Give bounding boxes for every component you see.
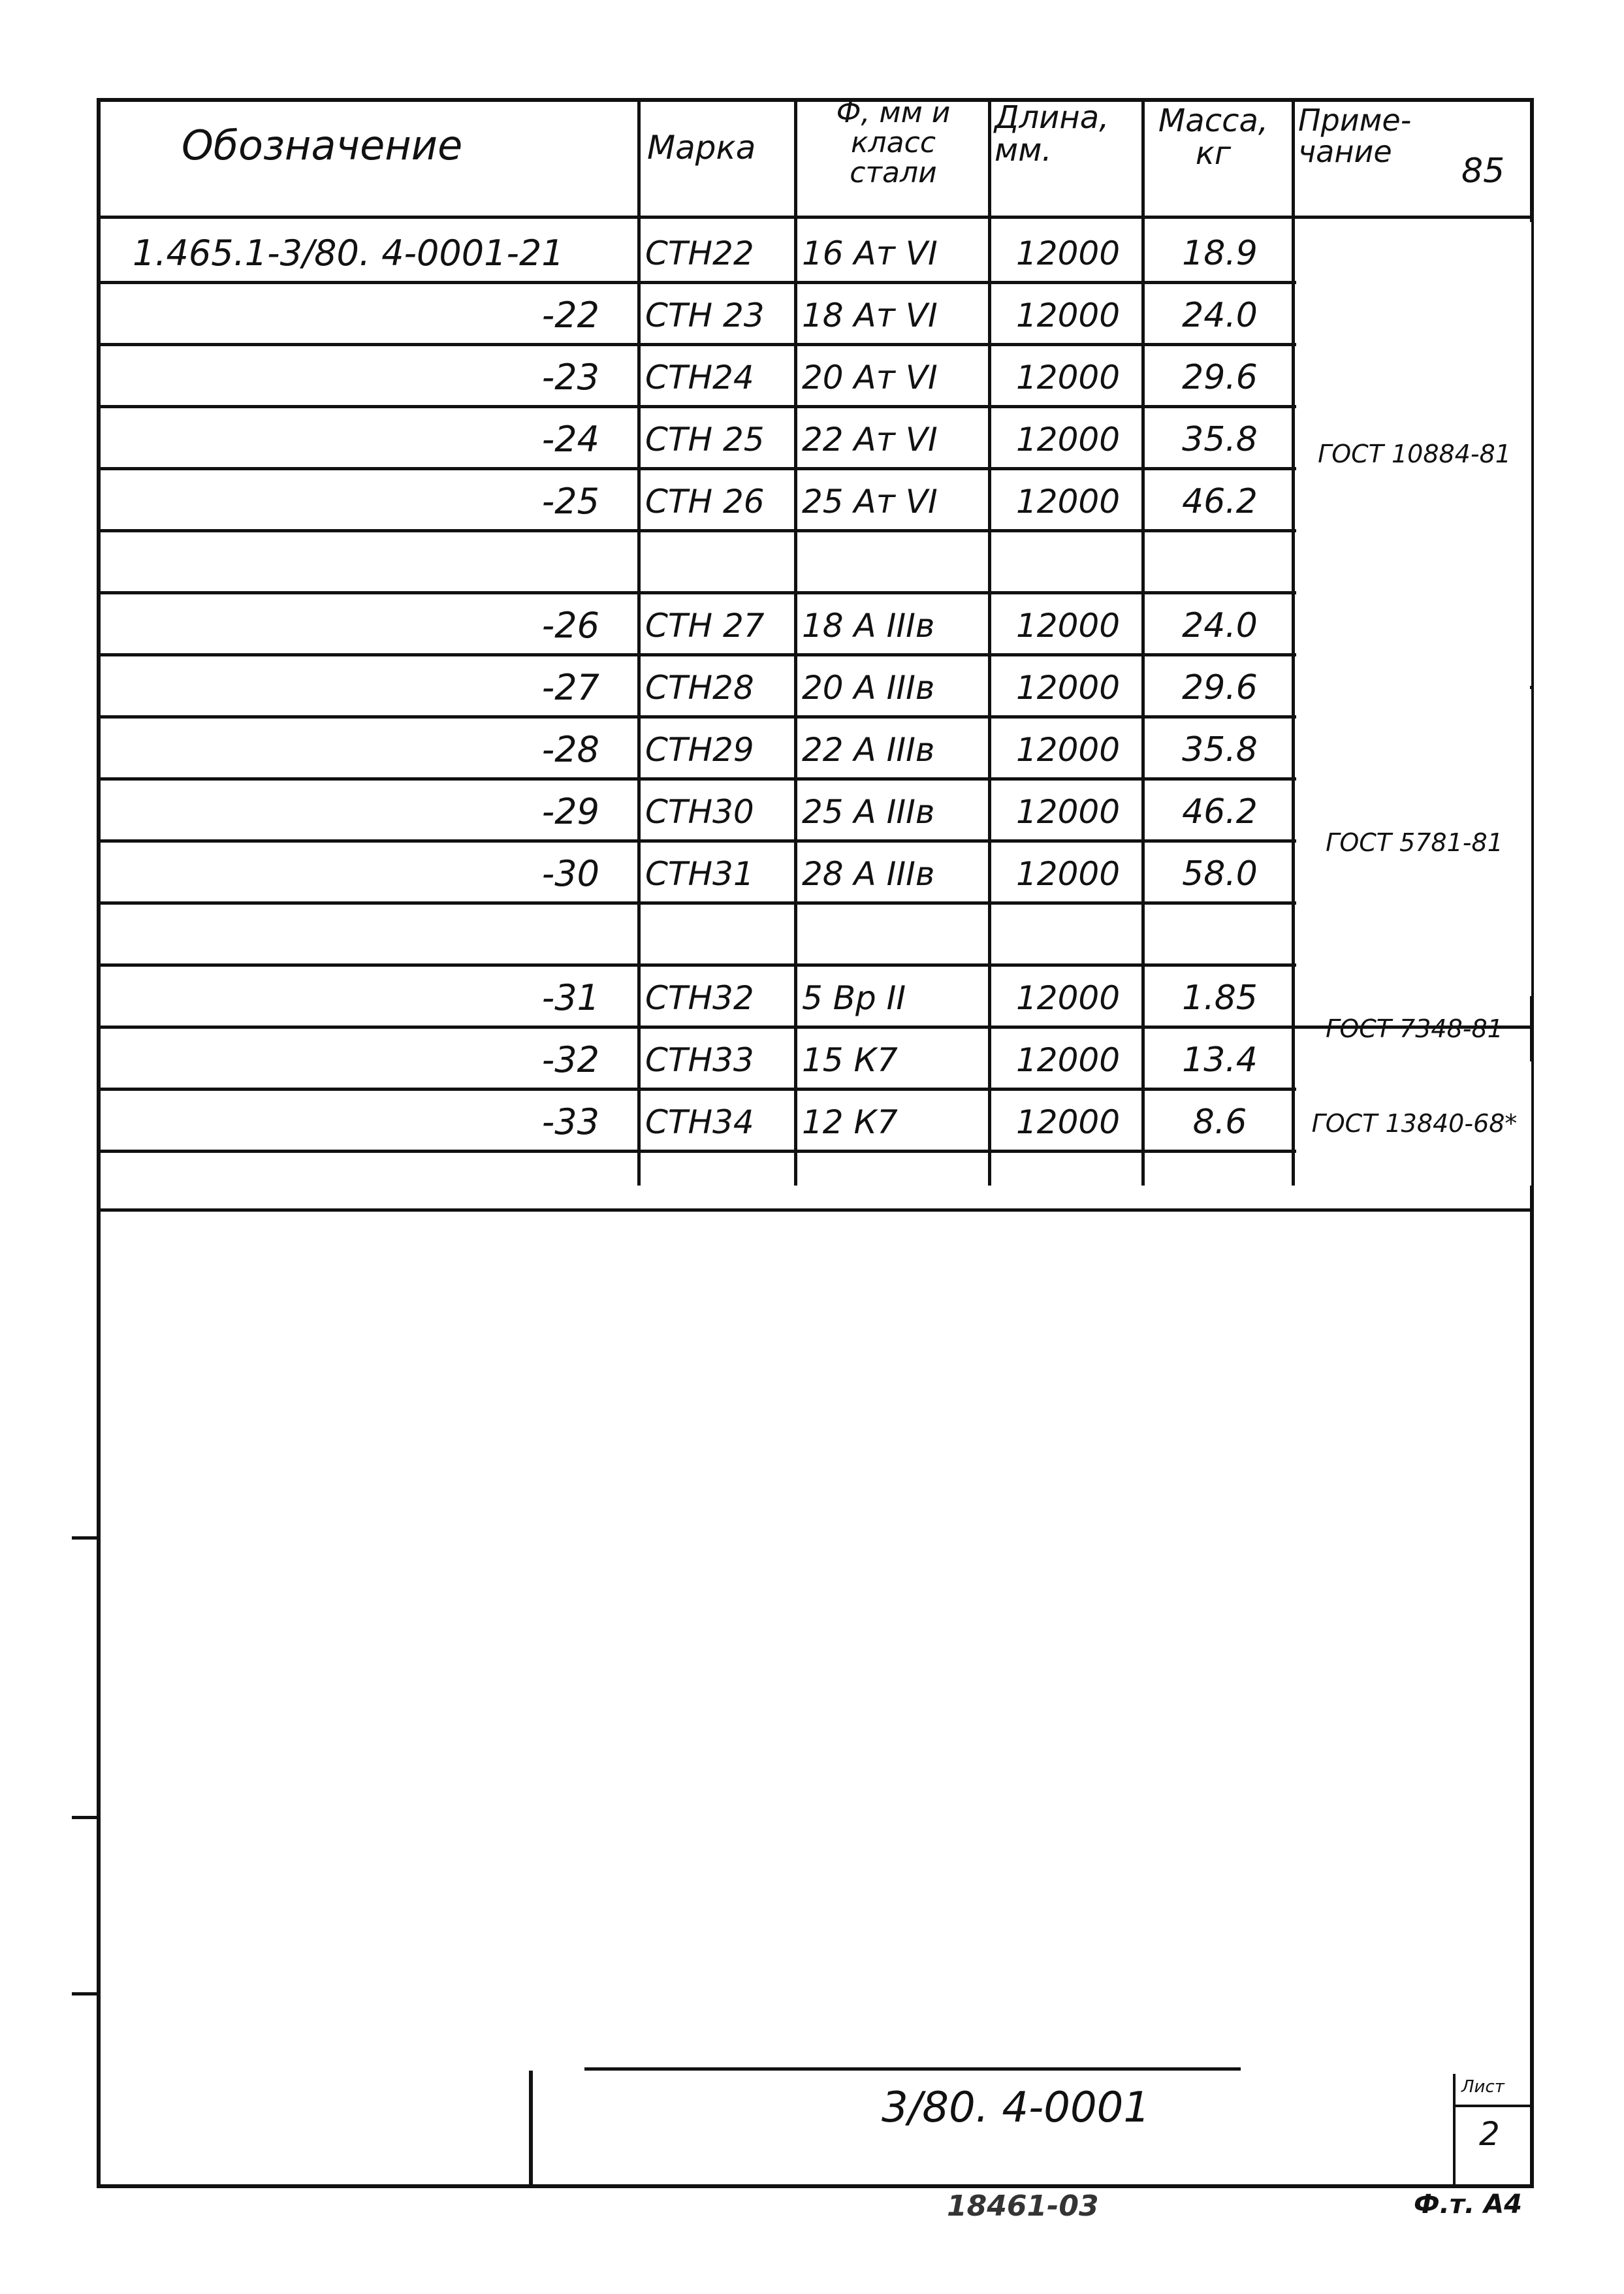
margin-tick <box>72 1816 98 1819</box>
stamp-sheet-line-h <box>1453 2105 1534 2107</box>
cell-mark <box>645 532 792 594</box>
cell-length: 12000 <box>1015 854 1121 893</box>
bottom-code: 18461-03 <box>947 2189 1099 2223</box>
note-group-2: ГОСТ 5781-81 <box>1326 828 1503 857</box>
format-label: Ф.т. А4 <box>1414 2189 1522 2220</box>
cell-mark: СТН33 <box>645 1041 754 1079</box>
cell-steel: 15 К7 <box>802 1041 898 1079</box>
cell-designation: 1.465.1-3/80. 4-0001-21 <box>133 233 564 274</box>
cell-mark: СТН 27 <box>645 606 765 645</box>
header-designation: Обозначение <box>182 121 463 169</box>
cell-length: 12000 <box>1015 296 1121 334</box>
cell-mark: СТН 26 <box>645 482 765 521</box>
cell-designation: -24 <box>541 419 599 460</box>
cell-mark: СТН34 <box>645 1103 754 1141</box>
cell-mass: 35.8 <box>1182 730 1258 769</box>
cell-mass: 29.6 <box>1182 668 1258 707</box>
cell-steel: 18 Ат VI <box>802 296 938 334</box>
cell-designation: -32 <box>541 1039 599 1080</box>
cell-steel: 12 К7 <box>802 1103 898 1141</box>
cell-mass: 8.6 <box>1192 1102 1247 1142</box>
cell-length: 12000 <box>1015 792 1121 831</box>
note-group-4: ГОСТ 13840-68* <box>1311 1109 1518 1138</box>
cell-length: 12000 <box>1015 1103 1121 1141</box>
cell-steel: 25 А IIIв <box>802 792 935 831</box>
cell-designation: -31 <box>541 977 599 1018</box>
cell-mass: 1.85 <box>1182 978 1258 1018</box>
cell-mass: 46.2 <box>1182 792 1258 832</box>
note-group-1: ГОСТ 10884-81 <box>1318 440 1511 468</box>
cell-mark: СТН29 <box>645 730 754 769</box>
cell-mark <box>645 905 792 967</box>
cell-designation: -33 <box>541 1101 599 1142</box>
cell-mark: СТН24 <box>645 358 754 396</box>
cell-length <box>995 532 1141 594</box>
cell-designation: -26 <box>541 605 599 646</box>
cell-designation <box>97 532 622 594</box>
document-code: 3/80. 4-0001 <box>882 2084 1151 2132</box>
cell-mass <box>1148 905 1292 967</box>
cell-mass: 24.0 <box>1182 295 1258 335</box>
cell-steel: 20 А IIIв <box>802 668 935 707</box>
header-mass: Масса, кг <box>1158 103 1269 172</box>
cell-length: 12000 <box>1015 482 1121 521</box>
cell-length: 12000 <box>1015 730 1121 769</box>
header-diameter-class: Ф, мм и класс стали <box>836 96 951 190</box>
cell-designation: -29 <box>541 791 599 832</box>
table-header <box>97 98 1534 219</box>
cell-steel <box>802 532 988 594</box>
cell-length <box>995 905 1141 967</box>
cell-designation: -23 <box>541 357 599 398</box>
note-group-3: ГОСТ 7348-81 <box>1326 1014 1503 1043</box>
header-note: Приме-чание <box>1298 103 1412 170</box>
cell-mass: 58.0 <box>1182 854 1258 894</box>
cell-mark: СТН 25 <box>645 420 765 459</box>
cell-steel: 18 А IIIв <box>802 606 935 645</box>
cell-steel: 20 Ат VI <box>802 358 938 396</box>
cell-mass <box>1148 1153 1292 1212</box>
cell-mark: СТН22 <box>645 234 754 272</box>
cell-designation: -22 <box>541 295 599 336</box>
cell-mark <box>645 1153 792 1212</box>
header-length: Длина, мм. <box>995 99 1109 169</box>
cell-length: 12000 <box>1015 978 1121 1017</box>
stamp-sheet-line-v <box>1453 2074 1456 2188</box>
cell-designation: -25 <box>541 481 599 522</box>
specification-table <box>97 98 1534 1186</box>
cell-length: 12000 <box>1015 420 1121 459</box>
cell-designation: -28 <box>541 729 599 770</box>
cell-steel: 28 А IIIв <box>802 854 935 893</box>
cell-mass: 29.6 <box>1182 357 1258 397</box>
cell-mark: СТН28 <box>645 668 754 707</box>
cell-mark: СТН32 <box>645 978 754 1017</box>
cell-mass: 18.9 <box>1182 233 1258 273</box>
cell-length: 12000 <box>1015 358 1121 396</box>
cell-mass: 35.8 <box>1182 419 1258 459</box>
cell-steel: 5 Вр II <box>802 978 906 1017</box>
cell-steel: 22 А IIIв <box>802 730 935 769</box>
cell-length <box>995 1153 1141 1212</box>
margin-tick <box>72 1536 98 1540</box>
cell-steel: 16 Ат VI <box>802 234 938 272</box>
cell-mass: 24.0 <box>1182 606 1258 645</box>
cell-mass: 46.2 <box>1182 481 1258 521</box>
margin-tick <box>72 1992 98 1995</box>
cell-mark: СТН31 <box>645 854 754 893</box>
cell-length: 12000 <box>1015 606 1121 645</box>
sheet-number: 2 <box>1479 2115 1500 2153</box>
header-note-number: 85 <box>1461 152 1505 191</box>
cell-mass: 13.4 <box>1182 1040 1258 1080</box>
cell-length: 12000 <box>1015 234 1121 272</box>
cell-steel <box>802 905 988 967</box>
cell-designation <box>97 905 622 967</box>
sheet-label: Лист <box>1461 2077 1505 2097</box>
cell-length: 12000 <box>1015 1041 1121 1079</box>
cell-steel: 25 Ат VI <box>802 482 938 521</box>
stamp-top-line <box>584 2067 1241 2071</box>
cell-designation <box>97 1153 622 1212</box>
cell-length: 12000 <box>1015 668 1121 707</box>
cell-steel <box>802 1153 988 1212</box>
cell-mass <box>1148 532 1292 594</box>
header-mark: Марка <box>647 129 756 167</box>
cell-mark: СТН30 <box>645 792 754 831</box>
cell-mark: СТН 23 <box>645 296 765 334</box>
cell-steel: 22 Ат VI <box>802 420 938 459</box>
cell-designation: -27 <box>541 667 599 708</box>
stamp-divider-line <box>529 2071 533 2188</box>
cell-designation: -30 <box>541 853 599 894</box>
